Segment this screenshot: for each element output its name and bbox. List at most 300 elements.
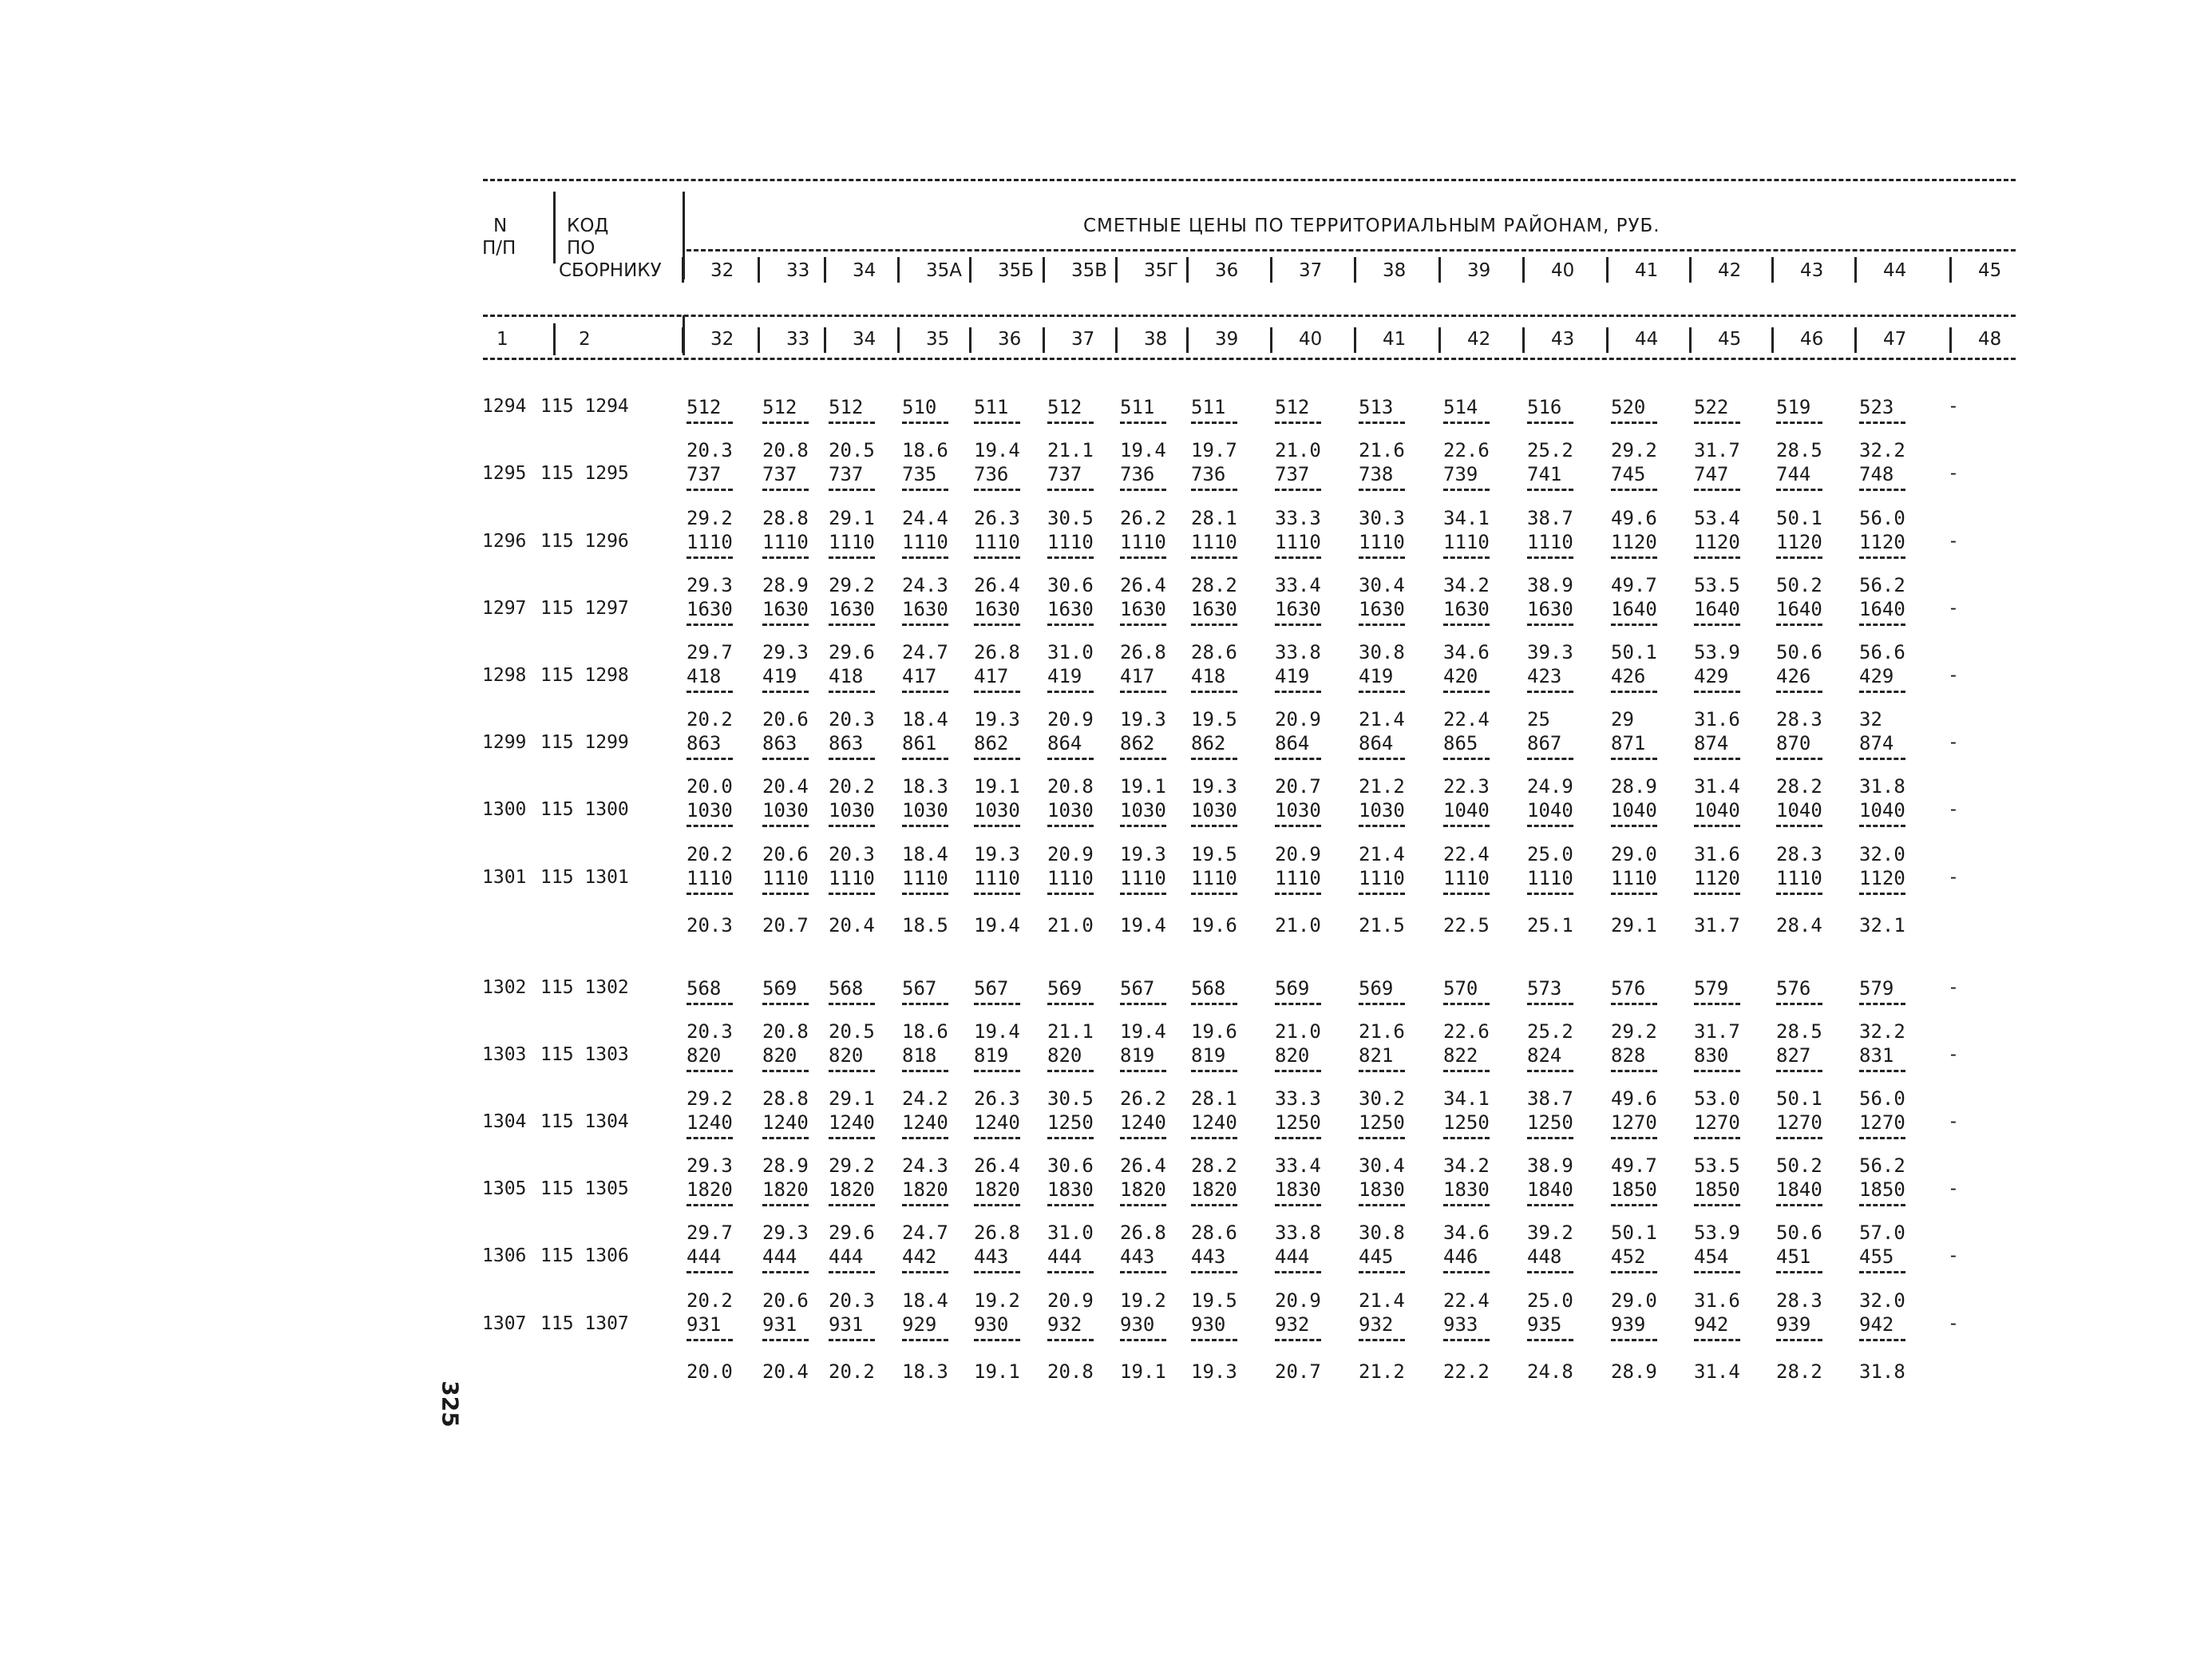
fraction-bar <box>1443 1070 1490 1072</box>
fraction-bar <box>829 556 875 559</box>
row-dash-45: - <box>1948 1178 1959 1199</box>
price-value: 1250 <box>1359 1111 1405 1134</box>
fraction-bar <box>1859 758 1905 760</box>
fraction-bar <box>1120 556 1166 559</box>
price-value: 1240 <box>829 1111 875 1134</box>
price-value: 417 <box>902 665 937 687</box>
ratio-value: 25 <box>1527 708 1550 731</box>
ratio-value: 29.3 <box>762 641 809 663</box>
ratio-value: 19.6 <box>1191 914 1237 936</box>
ratio-value: 29.3 <box>687 574 733 596</box>
fraction-bar <box>1120 1003 1166 1005</box>
fraction-bar <box>762 1339 809 1341</box>
price-value: 1030 <box>1120 799 1166 822</box>
fraction-bar <box>1611 1339 1657 1341</box>
price-value: 827 <box>1776 1044 1811 1067</box>
ratio-value: 22.2 <box>1443 1360 1490 1383</box>
fraction-bar <box>1120 1339 1166 1341</box>
fraction-bar <box>1694 556 1740 559</box>
ratio-value: 19.6 <box>1191 1020 1237 1043</box>
ratio-value: 20.6 <box>762 843 809 865</box>
column-separator <box>1354 257 1356 283</box>
ratio-value: 28.9 <box>1611 775 1657 798</box>
row-number: 1294 <box>482 396 527 417</box>
price-value: 454 <box>1694 1245 1729 1268</box>
fraction-bar <box>687 893 733 895</box>
ratio-value: 21.2 <box>1359 775 1405 798</box>
ratio-value: 18.4 <box>902 1289 948 1312</box>
fraction-bar <box>1694 624 1740 626</box>
price-value: 1820 <box>902 1178 948 1201</box>
fraction-bar <box>1191 624 1237 626</box>
price-value: 576 <box>1776 977 1811 1000</box>
ratio-value: 29.1 <box>829 1087 875 1110</box>
price-value: 1240 <box>902 1111 948 1134</box>
row-number: 1296 <box>482 531 527 552</box>
price-value: 861 <box>902 732 937 754</box>
ratio-value: 20.3 <box>829 708 875 731</box>
price-value: 1110 <box>1527 531 1573 553</box>
ratio-value: 19.5 <box>1191 843 1237 865</box>
district-label: 44 <box>1883 260 1907 281</box>
fraction-bar <box>974 1339 1020 1341</box>
price-value: 451 <box>1776 1245 1811 1268</box>
fraction-bar <box>1275 1339 1321 1341</box>
price-value: 867 <box>1527 732 1562 754</box>
ratio-value: 28.1 <box>1191 507 1237 529</box>
price-value: 1110 <box>1443 867 1490 889</box>
fraction-bar <box>1359 1137 1405 1139</box>
price-value: 820 <box>687 1044 722 1067</box>
fraction-bar <box>974 1271 1020 1273</box>
column-separator <box>1438 257 1441 283</box>
ratio-value: 38.7 <box>1527 1087 1573 1110</box>
price-value: 417 <box>1120 665 1155 687</box>
ratio-value: 18.6 <box>902 439 948 461</box>
price-value: 933 <box>1443 1313 1478 1336</box>
price-value: 1820 <box>974 1178 1020 1201</box>
fraction-bar <box>1359 893 1405 895</box>
fraction-bar <box>1527 422 1573 424</box>
fraction-bar <box>762 422 809 424</box>
fraction-bar <box>687 1003 733 1005</box>
price-value: 942 <box>1694 1313 1729 1336</box>
price-value: 1830 <box>1275 1178 1321 1201</box>
ratio-value: 26.3 <box>974 1087 1020 1110</box>
price-value: 455 <box>1859 1245 1894 1268</box>
fraction-bar <box>1611 1271 1657 1273</box>
column-number: 44 <box>1635 329 1659 350</box>
ratio-value: 20.2 <box>687 1289 733 1312</box>
price-value: 1110 <box>829 531 875 553</box>
ratio-value: 20.8 <box>762 439 809 461</box>
price-value: 579 <box>1694 977 1729 1000</box>
ratio-value: 50.1 <box>1611 641 1657 663</box>
price-value: 1830 <box>1047 1178 1094 1201</box>
ratio-value: 21.1 <box>1047 439 1094 461</box>
price-value: 820 <box>829 1044 864 1067</box>
fraction-bar <box>1859 1003 1905 1005</box>
price-value: 512 <box>1047 396 1082 418</box>
price-value: 1030 <box>902 799 948 822</box>
ratio-value: 53.4 <box>1694 507 1740 529</box>
price-value: 576 <box>1611 977 1646 1000</box>
fraction-bar <box>1527 1271 1573 1273</box>
fraction-bar <box>1443 691 1490 693</box>
ratio-value: 28.3 <box>1776 1289 1822 1312</box>
price-value: 822 <box>1443 1044 1478 1067</box>
col-code-label: СБОРНИКУ <box>559 260 662 281</box>
fraction-bar <box>1047 691 1094 693</box>
fraction-bar <box>1694 1339 1740 1341</box>
column-separator <box>824 257 826 283</box>
fraction-bar <box>1611 825 1657 827</box>
price-value: 1630 <box>902 598 948 620</box>
price-value: 446 <box>1443 1245 1478 1268</box>
price-value: 1240 <box>762 1111 809 1134</box>
price-value: 1240 <box>1120 1111 1166 1134</box>
fraction-bar <box>974 1070 1020 1072</box>
fraction-bar <box>1191 893 1237 895</box>
fraction-bar <box>762 1003 809 1005</box>
fraction-bar <box>1611 893 1657 895</box>
fraction-bar <box>902 1271 948 1273</box>
fraction-bar <box>1527 1070 1573 1072</box>
price-value: 1630 <box>1275 598 1321 620</box>
ratio-value: 38.9 <box>1527 574 1573 596</box>
ratio-value: 26.2 <box>1120 507 1166 529</box>
price-value: 1110 <box>687 867 733 889</box>
ratio-value: 28.6 <box>1191 1222 1237 1244</box>
price-value: 747 <box>1694 463 1729 485</box>
column-separator <box>682 257 684 283</box>
fraction-bar <box>902 1003 948 1005</box>
fraction-bar <box>1275 556 1321 559</box>
fraction-bar <box>829 624 875 626</box>
ratio-value: 21.0 <box>1275 1020 1321 1043</box>
price-value: 1640 <box>1611 598 1657 620</box>
price-value: 512 <box>687 396 722 418</box>
ratio-value: 24.4 <box>902 507 948 529</box>
price-value: 419 <box>1047 665 1082 687</box>
header-separator <box>553 323 556 355</box>
ratio-value: 56.2 <box>1859 574 1905 596</box>
price-value: 444 <box>1275 1245 1310 1268</box>
row-number: 1302 <box>482 977 527 998</box>
price-value: 1850 <box>1611 1178 1657 1201</box>
fraction-bar <box>1694 1271 1740 1273</box>
ratio-value: 19.4 <box>974 1020 1020 1043</box>
ratio-value: 19.4 <box>974 914 1020 936</box>
fraction-bar <box>687 1137 733 1139</box>
price-value: 1250 <box>1275 1111 1321 1134</box>
ratio-value: 25.0 <box>1527 843 1573 865</box>
ratio-value: 18.6 <box>902 1020 948 1043</box>
fraction-bar <box>902 1204 948 1206</box>
column-number: 41 <box>1383 329 1407 350</box>
price-value: 1640 <box>1694 598 1740 620</box>
price-value: 1110 <box>974 867 1020 889</box>
price-value: 930 <box>1120 1313 1155 1336</box>
fraction-bar <box>974 825 1020 827</box>
fraction-bar <box>1047 1339 1094 1341</box>
header-top-rule <box>483 179 2016 181</box>
fraction-bar <box>687 758 733 760</box>
header-mid-rule <box>483 315 2016 317</box>
fraction-bar <box>1120 1137 1166 1139</box>
ratio-value: 19.4 <box>1120 1020 1166 1043</box>
price-value: 736 <box>1191 463 1226 485</box>
price-value: 1040 <box>1776 799 1822 822</box>
row-code: 115 1300 <box>540 799 629 820</box>
ratio-value: 20.9 <box>1275 843 1321 865</box>
fraction-bar <box>974 624 1020 626</box>
column-separator <box>758 257 760 283</box>
price-value: 1630 <box>687 598 733 620</box>
fraction-bar <box>1443 422 1490 424</box>
fraction-bar <box>829 1137 875 1139</box>
fraction-bar <box>687 489 733 491</box>
price-value: 1250 <box>1047 1111 1094 1134</box>
fraction-bar <box>1191 758 1237 760</box>
price-value: 420 <box>1443 665 1478 687</box>
fraction-bar <box>1859 1204 1905 1206</box>
fraction-bar <box>1694 1137 1740 1139</box>
price-value: 1120 <box>1694 867 1740 889</box>
col-code-label: ПО <box>567 238 596 259</box>
price-value: 1110 <box>687 531 733 553</box>
ratio-value: 50.1 <box>1611 1222 1657 1244</box>
fraction-bar <box>1859 893 1905 895</box>
ratio-value: 29.6 <box>829 1222 875 1244</box>
ratio-value: 28.2 <box>1191 1154 1237 1177</box>
price-value: 568 <box>1191 977 1226 1000</box>
price-value: 831 <box>1859 1044 1894 1067</box>
fraction-bar <box>1120 691 1166 693</box>
price-value: 1110 <box>1047 867 1094 889</box>
price-value: 443 <box>1120 1245 1155 1268</box>
price-value: 819 <box>974 1044 1009 1067</box>
ratio-value: 31.4 <box>1694 1360 1740 1383</box>
row-number: 1305 <box>482 1178 527 1199</box>
price-value: 1110 <box>1047 531 1094 553</box>
ratio-value: 19.1 <box>1120 1360 1166 1383</box>
fraction-bar <box>1275 1271 1321 1273</box>
row-code: 115 1305 <box>540 1178 629 1199</box>
fraction-bar <box>762 825 809 827</box>
ratio-value: 32.2 <box>1859 1020 1905 1043</box>
price-value: 567 <box>974 977 1009 1000</box>
ratio-value: 20.9 <box>1047 708 1094 731</box>
price-value: 1110 <box>974 531 1020 553</box>
price-value: 512 <box>762 396 797 418</box>
row-number: 1307 <box>482 1313 527 1334</box>
ratio-value: 30.5 <box>1047 1087 1094 1110</box>
fraction-bar <box>1776 556 1822 559</box>
district-label: 36 <box>1215 260 1239 281</box>
ratio-value: 29.2 <box>1611 439 1657 461</box>
header-title-rule <box>687 249 2016 251</box>
ratio-value: 49.7 <box>1611 1154 1657 1177</box>
price-value: 1240 <box>687 1111 733 1134</box>
ratio-value: 22.6 <box>1443 439 1490 461</box>
price-value: 863 <box>687 732 722 754</box>
fraction-bar <box>1191 1003 1237 1005</box>
ratio-value: 53.0 <box>1694 1087 1740 1110</box>
ratio-value: 20.8 <box>1047 775 1094 798</box>
price-value: 1110 <box>1191 867 1237 889</box>
fraction-bar <box>829 1271 875 1273</box>
ratio-value: 20.4 <box>829 914 875 936</box>
column-number: 37 <box>1071 329 1095 350</box>
fraction-bar <box>1047 1070 1094 1072</box>
fraction-bar <box>1191 422 1237 424</box>
price-value: 570 <box>1443 977 1478 1000</box>
ratio-value: 26.4 <box>1120 1154 1166 1177</box>
row-dash-45: - <box>1948 799 1959 820</box>
price-value: 445 <box>1359 1245 1394 1268</box>
ratio-value: 19.1 <box>974 775 1020 798</box>
ratio-value: 53.5 <box>1694 574 1740 596</box>
ratio-value: 21.4 <box>1359 1289 1405 1312</box>
price-value: 828 <box>1611 1044 1646 1067</box>
column-separator <box>1854 257 1857 283</box>
fraction-bar <box>974 758 1020 760</box>
price-value: 520 <box>1611 396 1646 418</box>
price-value: 864 <box>1275 732 1310 754</box>
column-separator <box>1438 327 1441 353</box>
ratio-value: 34.6 <box>1443 641 1490 663</box>
fraction-bar <box>1527 825 1573 827</box>
fraction-bar <box>974 489 1020 491</box>
fraction-bar <box>1443 758 1490 760</box>
ratio-value: 31.8 <box>1859 775 1905 798</box>
ratio-value: 21.0 <box>1275 914 1321 936</box>
column-separator <box>1354 327 1356 353</box>
ratio-value: 21.0 <box>1047 914 1094 936</box>
ratio-value: 33.4 <box>1275 1154 1321 1177</box>
price-value: 939 <box>1611 1313 1646 1336</box>
ratio-value: 22.5 <box>1443 914 1490 936</box>
price-value: 830 <box>1694 1044 1729 1067</box>
ratio-value: 18.4 <box>902 708 948 731</box>
ratio-value: 22.4 <box>1443 1289 1490 1312</box>
price-value: 1120 <box>1694 531 1740 553</box>
price-value: 419 <box>1359 665 1394 687</box>
price-value: 819 <box>1120 1044 1155 1067</box>
price-value: 1030 <box>1191 799 1237 822</box>
ratio-value: 28.9 <box>1611 1360 1657 1383</box>
row-dash-45: - <box>1948 1044 1959 1065</box>
fraction-bar <box>1047 1271 1094 1273</box>
district-label: 35Б <box>998 260 1035 281</box>
price-value: 1820 <box>829 1178 875 1201</box>
column-separator <box>1606 257 1609 283</box>
fraction-bar <box>1527 758 1573 760</box>
price-value: 874 <box>1859 732 1894 754</box>
column-number: 34 <box>853 329 876 350</box>
fraction-bar <box>974 1003 1020 1005</box>
price-value: 442 <box>902 1245 937 1268</box>
fraction-bar <box>762 624 809 626</box>
ratio-value: 26.4 <box>974 574 1020 596</box>
ratio-value: 20.8 <box>762 1020 809 1043</box>
row-number: 1301 <box>482 867 527 888</box>
ratio-value: 20.6 <box>762 1289 809 1312</box>
ratio-value: 29.2 <box>829 574 875 596</box>
ratio-value: 19.3 <box>1120 843 1166 865</box>
ratio-value: 31.4 <box>1694 775 1740 798</box>
fraction-bar <box>974 691 1020 693</box>
fraction-bar <box>762 1204 809 1206</box>
ratio-value: 34.2 <box>1443 574 1490 596</box>
fraction-bar <box>1527 1137 1573 1139</box>
row-dash-45: - <box>1948 463 1959 484</box>
fraction-bar <box>829 422 875 424</box>
district-label: 39 <box>1467 260 1491 281</box>
fraction-bar <box>1275 489 1321 491</box>
ratio-value: 39.2 <box>1527 1222 1573 1244</box>
column-number: 33 <box>786 329 810 350</box>
ratio-value: 30.6 <box>1047 1154 1094 1177</box>
fraction-bar <box>1527 1339 1573 1341</box>
fraction-bar <box>1191 1339 1237 1341</box>
fraction-bar <box>1191 1204 1237 1206</box>
fraction-bar <box>1443 624 1490 626</box>
ratio-value: 32.1 <box>1859 914 1905 936</box>
price-value: 429 <box>1694 665 1729 687</box>
price-value: 1830 <box>1443 1178 1490 1201</box>
column-number: 48 <box>1978 329 2002 350</box>
fraction-bar <box>1694 691 1740 693</box>
price-value: 511 <box>1191 396 1226 418</box>
ratio-value: 21.6 <box>1359 439 1405 461</box>
fraction-bar <box>829 893 875 895</box>
fraction-bar <box>1047 624 1094 626</box>
row-code: 115 1306 <box>540 1245 629 1266</box>
fraction-bar <box>1611 1204 1657 1206</box>
ratio-value: 21.0 <box>1275 439 1321 461</box>
price-value: 1630 <box>1527 598 1573 620</box>
price-value: 1630 <box>974 598 1020 620</box>
ratio-value: 32 <box>1859 708 1882 731</box>
fraction-bar <box>1859 1137 1905 1139</box>
price-value: 1110 <box>1359 867 1405 889</box>
fraction-bar <box>902 1070 948 1072</box>
ratio-value: 29.7 <box>687 1222 733 1244</box>
column-number: 2 <box>579 329 591 350</box>
ratio-value: 53.9 <box>1694 1222 1740 1244</box>
district-label: 35Г <box>1144 260 1179 281</box>
fraction-bar <box>1443 1204 1490 1206</box>
column-separator <box>1522 257 1525 283</box>
column-separator <box>1270 257 1272 283</box>
fraction-bar <box>1191 825 1237 827</box>
fraction-bar <box>974 893 1020 895</box>
header-separator <box>553 192 556 263</box>
column-number: 42 <box>1467 329 1491 350</box>
fraction-bar <box>1694 1204 1740 1206</box>
price-value: 1240 <box>1191 1111 1237 1134</box>
column-separator <box>1771 327 1774 353</box>
fraction-bar <box>1776 624 1822 626</box>
price-value: 568 <box>687 977 722 1000</box>
price-value: 418 <box>829 665 864 687</box>
ratio-value: 25.2 <box>1527 439 1573 461</box>
fraction-bar <box>902 422 948 424</box>
price-value: 1110 <box>1776 867 1822 889</box>
fraction-bar <box>1443 1339 1490 1341</box>
